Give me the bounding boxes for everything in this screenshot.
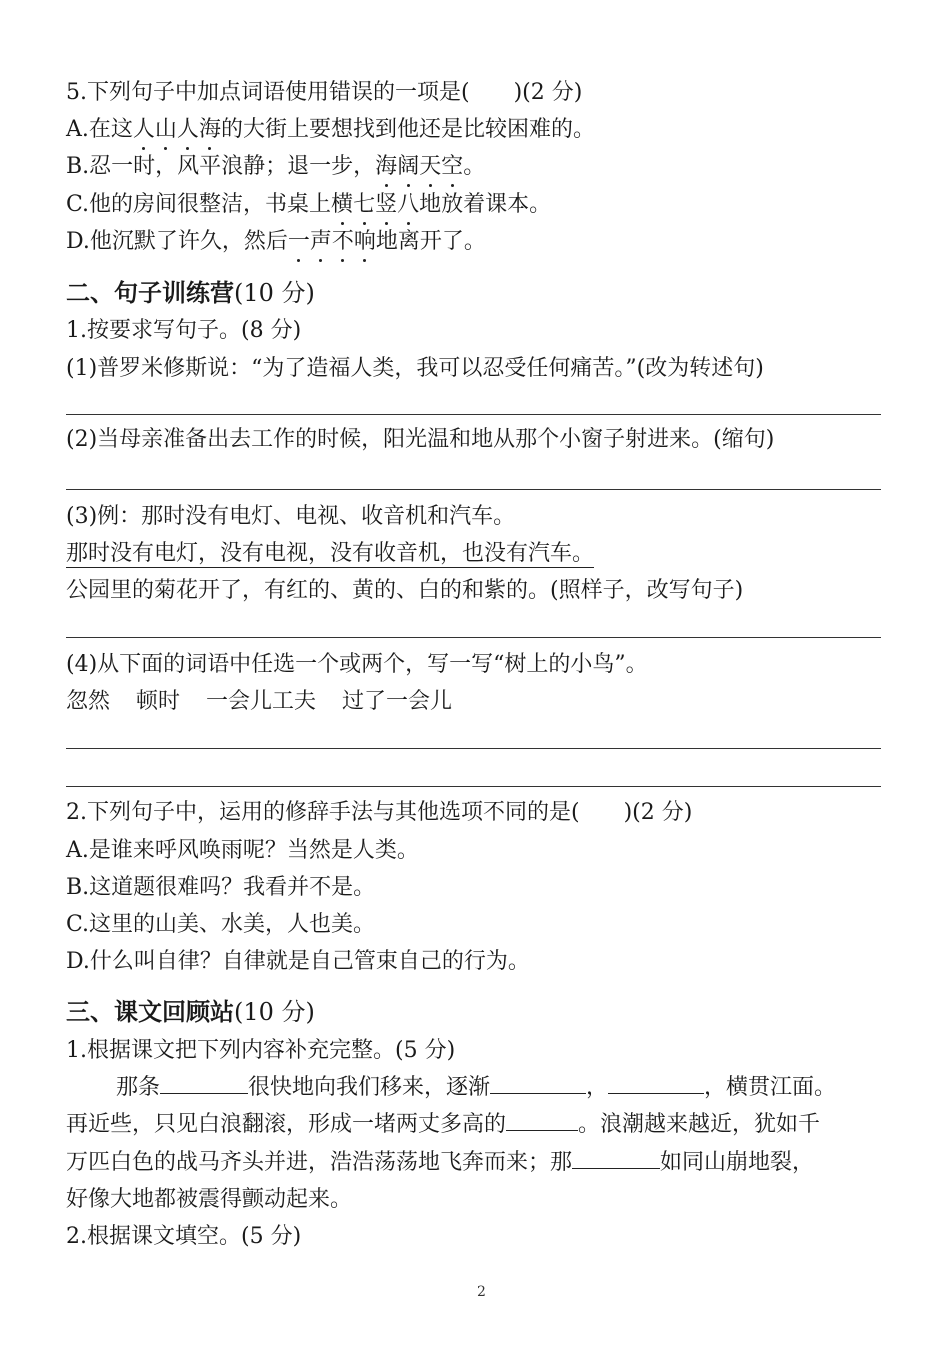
sec2-q1-sub1: (1)普罗米修斯说：“为了造福人类，我可以忍受任何痛苦。”(改为转述句): [66, 356, 764, 381]
fill-blank-2[interactable]: [490, 1073, 586, 1094]
sec2-q1-sub3-example: (3)例：那时没有电灯、电视、收音机和汽车。: [66, 504, 516, 529]
fill-blank-3[interactable]: [608, 1073, 704, 1094]
sec2-q2-option-a: A.是谁来呼风唤雨呢？当然是人类。: [66, 838, 419, 863]
sec2-q2-option-b: B.这道题很难吗？我看并不是。: [66, 875, 376, 900]
sec2-q1-sub2: (2)当母亲准备出去工作的时候，阳光温和地从那个小窗子射进来。(缩句): [66, 427, 775, 452]
sec2-q2-option-d: D.什么叫自律？自律就是自己管束自己的行为。: [66, 949, 530, 974]
sec3-q1-para-line1: 那条 很快地向我们移来，逐渐 ， ，横贯江面。: [116, 1075, 837, 1100]
word-item: 顿时: [136, 689, 181, 714]
q5-option-b: B.忍一时，风平浪静；退一步，海阔天空。: [66, 152, 485, 182]
fill-blank-5[interactable]: [572, 1148, 660, 1169]
sec2-q2-option-c: C.这里的山美、水美，人也美。: [66, 912, 376, 937]
answer-line-3[interactable]: [66, 637, 881, 638]
sec3-q1-para-line4: 好像大地都被震得颤动起来。: [66, 1187, 353, 1212]
sec3-q1-stem: 1.根据课文把下列内容补充完整。(5 分): [66, 1038, 456, 1063]
fill-blank-1[interactable]: [160, 1073, 248, 1094]
section-3-heading: 三、课文回顾站(10 分): [66, 998, 315, 1026]
sec2-q1-stem: 1.按要求写句子。(8 分): [66, 318, 302, 343]
sec3-q1-para-line2: 再近些，只见白浪翻滚，形成一堵两丈多高的 。浪潮越来越近，犹如千: [66, 1112, 821, 1137]
answer-line-5[interactable]: [66, 786, 881, 787]
q5-stem: 5.下列句子中加点词语使用错误的一项是( )(2 分): [66, 80, 583, 105]
section-2-heading: 二、句子训练营(10 分): [66, 279, 315, 307]
answer-line-1[interactable]: [66, 414, 881, 415]
answer-line-2[interactable]: [66, 489, 881, 490]
sec3-q1-para-line3: 万匹白色的战马齐头并进，浩浩荡荡地飞奔而来；那 如同山崩地裂，: [66, 1150, 815, 1175]
sec2-q2-stem: 2.下列句子中，运用的修辞手法与其他选项不同的是( )(2 分): [66, 800, 693, 825]
q5-option-d: D.他沉默了许久，然后一声不响地离开了。: [66, 227, 486, 257]
sec2-q1-sub4: (4)从下面的词语中任选一个或两个，写一写“树上的小鸟”。: [66, 652, 648, 677]
sec2-q1-sub3-task: 公园里的菊花开了，有红的、黄的、白的和紫的。(照样子，改写句子): [66, 578, 744, 603]
word-item: 忽然: [66, 689, 111, 714]
sec2-q1-sub3-model: 那时没有电灯，没有电视，没有收音机，也没有汽车。: [66, 541, 595, 566]
fill-blank-4[interactable]: [506, 1110, 578, 1131]
word-item: 过了一会儿: [342, 689, 453, 714]
q5-option-c: C.他的房间很整洁，书桌上横七竖八地放着课本。: [66, 190, 551, 220]
answer-line-4[interactable]: [66, 748, 881, 749]
word-item: 一会儿工夫: [206, 689, 317, 714]
page-number: 2: [477, 1284, 486, 1300]
sec3-q2-stem: 2.根据课文填空。(5 分): [66, 1224, 302, 1249]
word-bank: [66, 687, 478, 717]
q5-option-a: A.在这人山人海的大街上要想找到他还是比较困难的。: [66, 115, 595, 145]
